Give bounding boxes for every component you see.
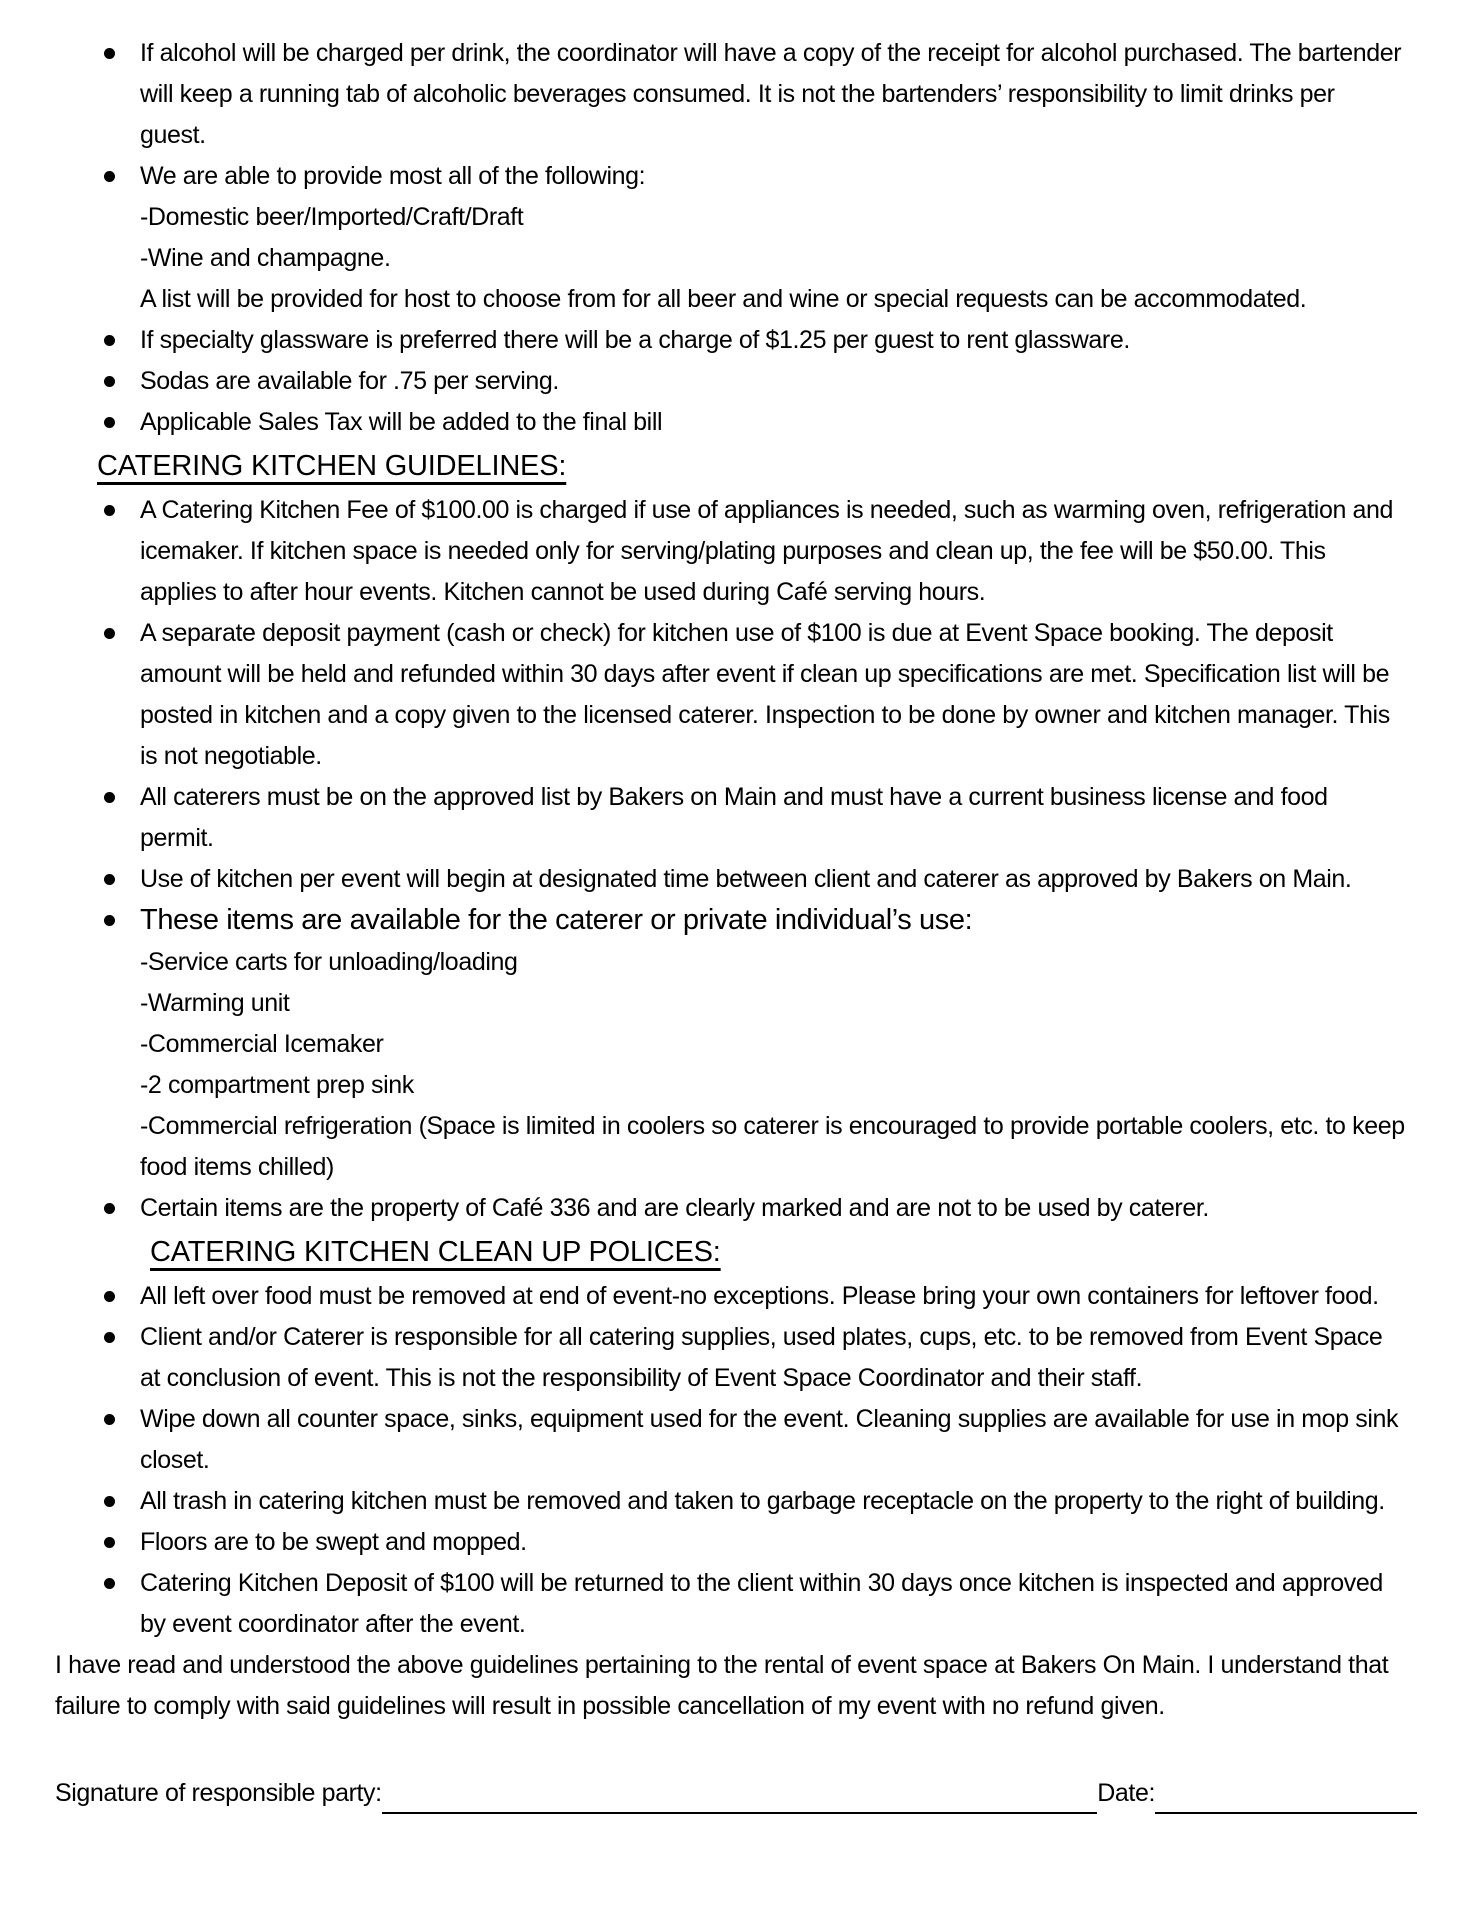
bullet-subline: A list will be provided for host to choose from for all beer and wine or special requests can be accommodated. [140,285,1307,313]
bullet-text: Floors are to be swept and mopped. [140,1528,527,1556]
list-item [0,613,1484,777]
cleanup-bullet-list [0,1276,1484,1645]
list-item [0,1276,1484,1317]
bullet-marker [104,1291,115,1302]
list-item [0,1317,1484,1399]
acknowledgement-paragraph: I have read and understood the above guidelines pertaining to the rental of event space at Bakers On Main. I understand that failure to comply with said guidelines will result in possible cancellation of my event with no refund given. [55,1651,1389,1720]
bullet-text: All caterers must be on the approved list by Bakers on Main and must have a current business license and food permit. [140,783,1328,852]
kitchen-bullet-list [0,490,1484,1229]
bullet-text: All left over food must be removed at end of event-no exceptions. Please bring your own containers for leftover food. [140,1282,1379,1310]
bullet-subline: -Domestic beer/Imported/Craft/Draft [140,203,524,231]
bullet-text: Applicable Sales Tax will be added to the final bill [140,408,663,436]
list-item [0,1522,1484,1563]
date-blank-line [1155,1776,1417,1814]
bullet-text: These items are available for the caterer or private individual’s use: [140,904,973,936]
bullet-text: All trash in catering kitchen must be removed and taken to garbage receptacle on the property to the right of building. [140,1487,1385,1515]
section-heading-kitchen-guidelines: CATERING KITCHEN GUIDELINES: [97,450,567,482]
signature-row [55,1773,1417,1814]
bullet-text: Certain items are the property of Café 336 and are clearly marked and are not to be used by caterer. [140,1194,1209,1222]
bullet-text: Wipe down all counter space, sinks, equipment used for the event. Cleaning supplies are available for use in mop sink closet. [140,1405,1399,1474]
list-item [0,361,1484,402]
list-item [0,33,1484,156]
bullet-text: Catering Kitchen Deposit of $100 will be returned to the client within 30 days once kitchen is inspected and approved by event coordinator after the event. [140,1569,1383,1638]
bullet-marker [104,628,115,639]
list-item [0,402,1484,443]
date-label: Date: [1097,1779,1155,1807]
bullet-marker [104,1203,115,1214]
bullet-marker [104,792,115,803]
bullet-subline: -Commercial Icemaker [140,1030,384,1058]
bullet-subline: -Wine and champagne. [140,244,391,272]
bullet-subline: -2 compartment prep sink [140,1071,414,1099]
bullet-marker [104,335,115,346]
bullet-marker [104,48,115,59]
bullet-marker [104,1578,115,1589]
bullet-marker [104,376,115,387]
bullet-text: If specialty glassware is preferred there will be a charge of $1.25 per guest to rent glassware. [140,326,1130,354]
bullet-text: A separate deposit payment (cash or check) for kitchen use of $100 is due at Event Space booking. The deposit amount will be held and refunded within 30 days after event if clean up specifications are met. Specification list will be posted in kitchen and a copy given to the licensed caterer. Inspection to be done by owner and kitchen manager. This is not negotiable. [140,619,1390,770]
bullet-subline: -Commercial refrigeration (Space is limited in coolers so caterer is encouraged to provide portable coolers, etc. to keep food items chilled) [140,1112,1405,1181]
bullet-marker [104,1414,115,1425]
signature-label: Signature of responsible party: [55,1779,382,1807]
bullet-text: A Catering Kitchen Fee of $100.00 is charged if use of appliances is needed, such as warming oven, refrigeration and icemaker. If kitchen space is needed only for serving/plating purposes and clean up, the fee will be $50.00. This applies to after hour events. Kitchen cannot be used during Café serving hours. [140,496,1394,606]
list-item [0,1481,1484,1522]
list-item [0,1399,1484,1481]
list-item [0,1563,1484,1645]
bullet-text: Use of kitchen per event will begin at designated time between client and caterer as approved by Bakers on Main. [140,865,1352,893]
bullet-text: We are able to provide most all of the following: [140,162,646,190]
bullet-subline: -Warming unit [140,989,290,1017]
list-item [0,156,1484,320]
bullet-marker [104,874,115,885]
list-item [0,490,1484,613]
bullet-marker [104,1537,115,1548]
bullet-marker [104,915,115,926]
list-item [0,777,1484,859]
bullet-marker [104,505,115,516]
bullet-marker [104,171,115,182]
bullet-text: If alcohol will be charged per drink, the coordinator will have a copy of the receipt for alcohol purchased. The bartender will keep a running tab of alcoholic beverages consumed. It is not the bartenders’ responsibility to limit drinks per guest. [140,39,1402,149]
list-item [0,859,1484,900]
bullet-subline: -Service carts for unloading/loading [140,948,518,976]
list-item [0,320,1484,361]
bullet-marker [104,1496,115,1507]
list-item [0,1188,1484,1229]
bullet-text: Sodas are available for .75 per serving. [140,367,559,395]
bullet-marker [104,417,115,428]
signature-blank-line [382,1776,1098,1814]
section-heading-cleanup-polices: CATERING KITCHEN CLEAN UP POLICES: [150,1236,721,1268]
intro-bullet-list [0,33,1484,443]
bullet-marker [104,1332,115,1343]
bullet-text: Client and/or Caterer is responsible for all catering supplies, used plates, cups, etc. to be removed from Event Space at conclusion of event. This is not the responsibility of Event Space Coordinator and their staff. [140,1323,1383,1392]
list-item [0,900,1484,1188]
